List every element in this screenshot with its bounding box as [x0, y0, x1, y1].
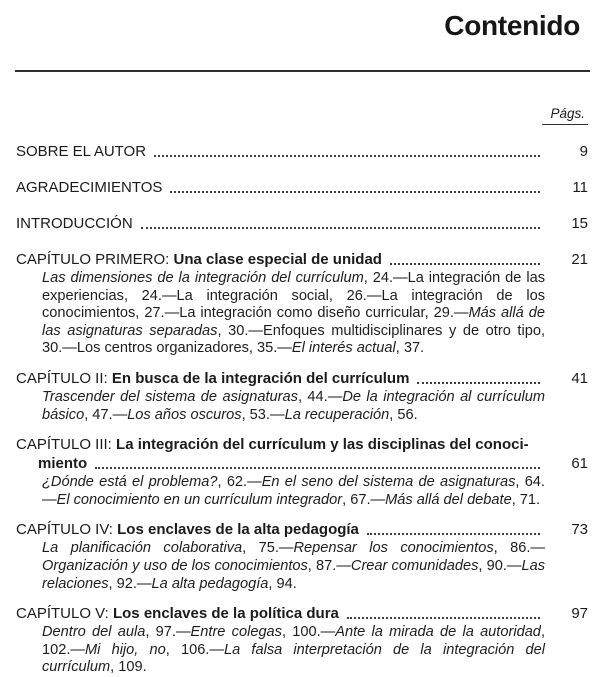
header-rule — [15, 70, 590, 72]
subentry-title: La planificación colaborativa — [42, 540, 243, 557]
dot-leader — [417, 382, 540, 384]
chapter-heading — [16, 520, 359, 539]
subentry-title: El conocimiento en un currículum integrador — [56, 491, 343, 508]
chapter-heading-row — [16, 520, 588, 539]
subentry-title: La alta pedagogía — [151, 575, 269, 592]
pages-column-label: Págs. — [542, 106, 588, 125]
subentry-title: Dentro del aula — [42, 624, 146, 641]
front-matter — [16, 142, 588, 233]
subentry-page: , 37. — [395, 340, 425, 357]
subentry-page: , 35.— — [248, 340, 292, 357]
toc-chapter-1 — [16, 250, 588, 358]
toc-entry-label: SOBRE EL AUTOR — [16, 143, 147, 160]
subentry-page: , 97.— — [145, 624, 191, 641]
subentry-title: Más allá de las asignaturas separadas — [42, 305, 545, 339]
subentry-page: , 109. — [110, 659, 147, 676]
toc-chapter-2 — [16, 369, 588, 424]
subentry-page: , 30.— — [217, 322, 263, 339]
chapter-heading-row — [16, 604, 588, 623]
toc-row-introduccion — [16, 214, 588, 233]
chapter-number: CAPÍTULO PRIMERO: — [16, 251, 170, 268]
chapter-heading — [16, 604, 339, 623]
subentry-page: , 30.— — [42, 322, 545, 357]
subentry-page: , 56. — [389, 406, 418, 423]
subentry-title: Más allá del debate — [385, 491, 512, 508]
chapter-page-number: 41 — [571, 369, 588, 387]
subentry-page: , 24.— — [363, 270, 408, 286]
subentry-title: De la integración al currículum básico — [42, 388, 545, 423]
subentry-page: , 87.— — [307, 557, 351, 574]
subentry-title: Trascender del sistema de asignaturas — [42, 388, 298, 405]
subentry-title: El interés actual — [291, 340, 396, 357]
chapter-number: CAPÍTULO II: — [16, 369, 108, 387]
subentry-page: , 29.— — [424, 305, 469, 322]
subentry-title: Los centros organizadores — [76, 340, 249, 357]
dot-leader — [390, 263, 540, 265]
chapter-heading-line1 — [16, 435, 588, 454]
chapter-page-number: 21 — [571, 251, 588, 268]
subentry-title: Enfoques multidisciplinares y de otro tipo — [262, 322, 541, 339]
toc-row-agradecimientos — [16, 178, 588, 197]
chapter-title: En busca de la integración del currículum — [111, 369, 410, 387]
subentry-page: , 71. — [511, 491, 541, 508]
subentry-title: Las dimensiones de la integración del currículum — [42, 270, 364, 286]
subentry-title: La integración social — [176, 287, 329, 304]
page-header — [0, 0, 600, 42]
chapter-subentries — [42, 474, 545, 509]
subentry-page: , 94. — [268, 575, 297, 592]
chapter-page-number: 97 — [571, 605, 588, 623]
table-of-contents — [16, 142, 588, 677]
dot-leader — [170, 191, 540, 193]
chapter-number: CAPÍTULO IV: — [16, 521, 113, 539]
chapter-title-continued: miento — [38, 455, 88, 473]
subentry-title: Mi hijo, no — [85, 641, 166, 658]
dot-leader — [367, 533, 540, 535]
toc-entry-label: AGRADECIMIENTOS — [16, 179, 163, 196]
pages-column-header — [0, 105, 588, 125]
subentry-page: , 102.— — [42, 624, 545, 658]
subentry-page: , 26.— — [328, 287, 382, 304]
subentry-title: La integración de las experiencias — [42, 270, 545, 304]
subentry-title: ¿Dónde está el problema? — [42, 474, 218, 491]
subentry-title: En el seno del sistema de asignaturas — [261, 474, 516, 491]
toc-page-number: 11 — [572, 179, 588, 196]
subentry-page: , 44.— — [297, 388, 343, 405]
subentry-page: , 100.— — [281, 624, 336, 641]
chapter-subentries — [42, 389, 545, 424]
dot-leader — [141, 227, 540, 229]
page-title: Contenido — [444, 10, 580, 41]
subentry-title: La integración como diseño curricular — [179, 305, 425, 322]
toc-chapter-4 — [16, 520, 588, 593]
subentry-page: , 75.— — [242, 540, 294, 557]
dot-leader — [154, 155, 540, 157]
chapter-heading-line2 — [38, 454, 588, 473]
chapter-heading-row — [16, 250, 588, 269]
subentry-page: , 24.— — [123, 287, 177, 304]
subentry-page: , 27.— — [135, 305, 180, 322]
chapter-number: CAPÍTULO III: — [16, 436, 112, 454]
subentry-page: , 92.— — [108, 575, 152, 592]
dot-leader — [95, 467, 540, 469]
subentry-title: La recuperación — [284, 406, 390, 423]
chapter-heading — [16, 250, 382, 269]
subentry-page: , 64.— — [42, 474, 545, 508]
subentry-page: , 106.— — [165, 641, 224, 658]
toc-page-number: 9 — [579, 143, 588, 160]
subentry-page: , 86.— — [493, 540, 546, 557]
subentry-title: Repensar los conocimientos — [293, 540, 494, 557]
chapter-subentries — [42, 270, 545, 358]
subentry-title: Organización y uso de los conocimientos — [42, 557, 308, 574]
subentry-page: , 67.— — [342, 491, 386, 508]
subentry-page: , 47.— — [84, 406, 128, 423]
chapter-page-number: 73 — [571, 521, 588, 539]
subentry-title: La falsa interpretación de la integración del currículum — [42, 641, 546, 676]
chapter-title: Los enclaves de la política dura — [112, 605, 339, 623]
chapter-subentries — [42, 540, 545, 593]
toc-entry-label: INTRODUCCIÓN — [16, 215, 133, 232]
subentry-page: , 53.— — [241, 406, 285, 423]
chapter-title: Los enclaves de la alta pedagogía — [117, 521, 359, 539]
toc-row-sobre-el-autor — [16, 142, 588, 161]
toc-chapter-5 — [16, 604, 588, 677]
chapter-number: CAPÍTULO V: — [16, 605, 109, 623]
subentry-title: Las relaciones — [42, 557, 546, 592]
subentry-title: La integración de los conocimientos — [42, 287, 545, 322]
subentry-title: Ante la mirada de la autoridad — [335, 624, 541, 641]
toc-chapter-3 — [16, 435, 588, 509]
chapter-subentries — [42, 624, 545, 677]
subentry-title: Entre colegas — [190, 624, 282, 641]
subentry-page: , 90.— — [478, 557, 522, 574]
chapter-heading — [16, 369, 409, 388]
dot-leader — [347, 617, 540, 619]
chapter-page-number: 61 — [571, 455, 588, 473]
chapter-title: La integración del currículum y las disciplinas del conoci- — [116, 436, 529, 454]
subentry-title: Crear comunidades — [350, 557, 479, 574]
chapter-title: Una clase especial de unidad — [173, 251, 382, 268]
subentry-title: Los años oscuros — [127, 406, 242, 423]
subentry-page: , 62.— — [217, 474, 262, 491]
chapter-heading-row — [16, 369, 588, 388]
toc-page-number: 15 — [571, 215, 588, 232]
